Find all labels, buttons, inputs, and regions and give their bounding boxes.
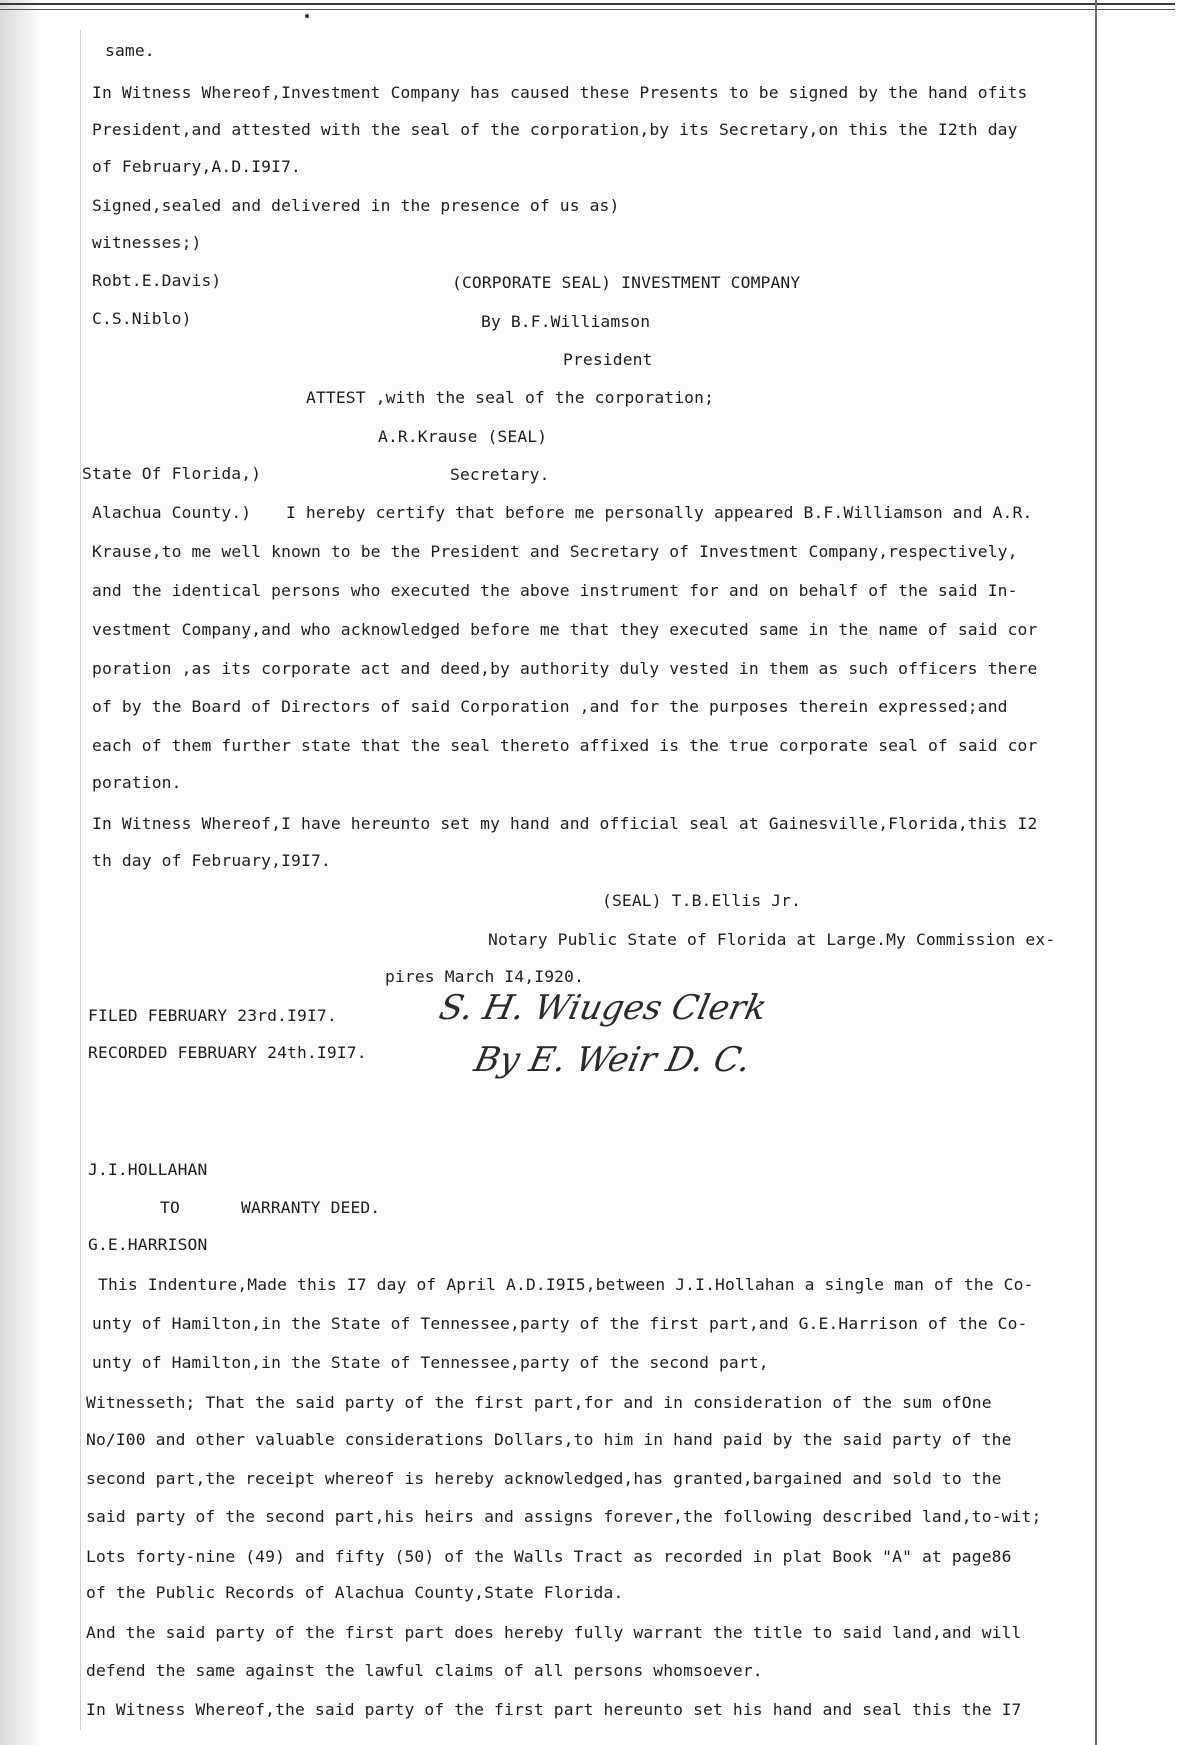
- page-edge-shadow: [0, 0, 40, 1745]
- text-line-39: Witnesseth; That the said party of the first part,for and in consideration of the sum ofOne: [86, 1393, 992, 1412]
- text-line-18: Krause,to me well known to be the President and Secretary of Investment Company,respectively,: [92, 542, 1018, 561]
- grantee-name: G.E.HARRISON: [88, 1235, 208, 1254]
- text-line-22: of by the Board of Directors of said Corporation ,and for the purposes therein expressed;and: [92, 697, 1008, 716]
- text-line-20: vestment Company,and who acknowledged before me that they executed same in the name of said cor: [92, 620, 1038, 639]
- top-border-rule-thin: [0, 9, 1175, 10]
- right-margin-rule: [1095, 0, 1097, 1745]
- witness-robt-davis: Robt.E.Davis): [92, 271, 222, 290]
- venue-state: State Of Florida,): [82, 464, 262, 483]
- attest-title-secretary: Secretary.: [450, 465, 550, 484]
- text-line-5: Signed,sealed and delivered in the presence of us as): [92, 196, 620, 215]
- text-line-41: second part,the receipt whereof is hereby acknowledged,has granted,bargained and sold to the: [86, 1469, 1002, 1488]
- text-line-4: of February,A.D.I9I7.: [92, 157, 301, 176]
- notary-commission-line: Notary Public State of Florida at Large.My Commission ex-: [488, 930, 1056, 949]
- clerk-signature: S. H. Wiuges Clerk: [435, 988, 771, 1028]
- text-line-37: unty of Hamilton,in the State of Tennessee,party of the first part,and G.E.Harrison of the Co-: [92, 1314, 1028, 1333]
- notary-seal-signature: (SEAL) T.B.Ellis Jr.: [602, 891, 802, 910]
- recorded-date: RECORDED FEBRUARY 24th.I9I7.: [88, 1043, 367, 1062]
- commission-expiry: pires March I4,I920.: [385, 967, 585, 986]
- venue-county: Alachua County.): [92, 503, 252, 522]
- text-line-43: Lots forty-nine (49) and fifty (50) of the Walls Tract as recorded in plat Book "A" at page86: [86, 1547, 1012, 1566]
- deputy-clerk-signature: By E. Weir D. C.: [470, 1040, 755, 1080]
- text-line-44: of the Public Records of Alachua County,State Florida.: [86, 1583, 624, 1602]
- text-line-45: And the said party of the first part does hereby fully warrant the title to said land,and will: [86, 1623, 1022, 1642]
- text-line-19: and the identical persons who executed the above instrument for and on behalf of the said In-: [92, 581, 1018, 600]
- witness-cs-niblo: C.S.Niblo): [92, 309, 192, 328]
- text-line-42: said party of the second part,his heirs and assigns forever,the following described land,to-wit;: [86, 1507, 1042, 1526]
- text-line-24: poration.: [92, 773, 182, 792]
- ink-dot: [305, 14, 309, 18]
- text-line-6: witnesses;): [92, 233, 202, 252]
- top-border-rule: [0, 3, 1175, 5]
- grantor-name: J.I.HOLLAHAN: [88, 1160, 208, 1179]
- text-line-3: President,and attested with the seal of the corporation,by its Secretary,on this the I2th day: [92, 120, 1018, 139]
- signer-title-president: President: [563, 350, 653, 369]
- text-line-36: This Indenture,Made this I7 day of April A.D.I9I5,between J.I.Hollahan a single man of the Co-: [98, 1275, 1034, 1294]
- text-line-23: each of them further state that the seal thereto affixed is the true corporate seal of said cor: [92, 736, 1038, 755]
- text-line-47: In Witness Whereof,the said party of the first part hereunto set his hand and seal this the I7: [86, 1700, 1022, 1719]
- text-line-25: In Witness Whereof,I have hereunto set my hand and official seal at Gainesville,Florida,this I2: [92, 814, 1038, 833]
- deed-title: WARRANTY DEED.: [241, 1198, 381, 1217]
- text-line-46: defend the same against the lawful claims of all persons whomsoever.: [86, 1661, 763, 1680]
- text-line-21: poration ,as its corporate act and deed,by authority duly vested in them as such officers there: [92, 659, 1038, 678]
- text-line-40: No/I00 and other valuable considerations Dollars,to him in hand paid by the said party of the: [86, 1430, 1012, 1449]
- deed-to: TO: [160, 1198, 180, 1217]
- text-line-17: I hereby certify that before me personally appeared B.F.Williamson and A.R.: [286, 503, 1033, 522]
- attest-a-r-krause: A.R.Krause (SEAL): [378, 427, 548, 446]
- text-line-38: unty of Hamilton,in the State of Tennessee,party of the second part,: [92, 1353, 769, 1372]
- corporate-seal-line: (CORPORATE SEAL) INVESTMENT COMPANY: [452, 273, 801, 292]
- signer-b-f-williamson: By B.F.Williamson: [481, 312, 651, 331]
- attest-line: ATTEST ,with the seal of the corporation;: [306, 388, 715, 407]
- text-line-2: In Witness Whereof,Investment Company has caused these Presents to be signed by the hand ofits: [92, 83, 1028, 102]
- filed-date: FILED FEBRUARY 23rd.I9I7.: [88, 1006, 337, 1025]
- text-line-26: th day of February,I9I7.: [92, 851, 331, 870]
- left-margin-rule: [80, 30, 81, 1730]
- text-line-1: same.: [105, 41, 155, 60]
